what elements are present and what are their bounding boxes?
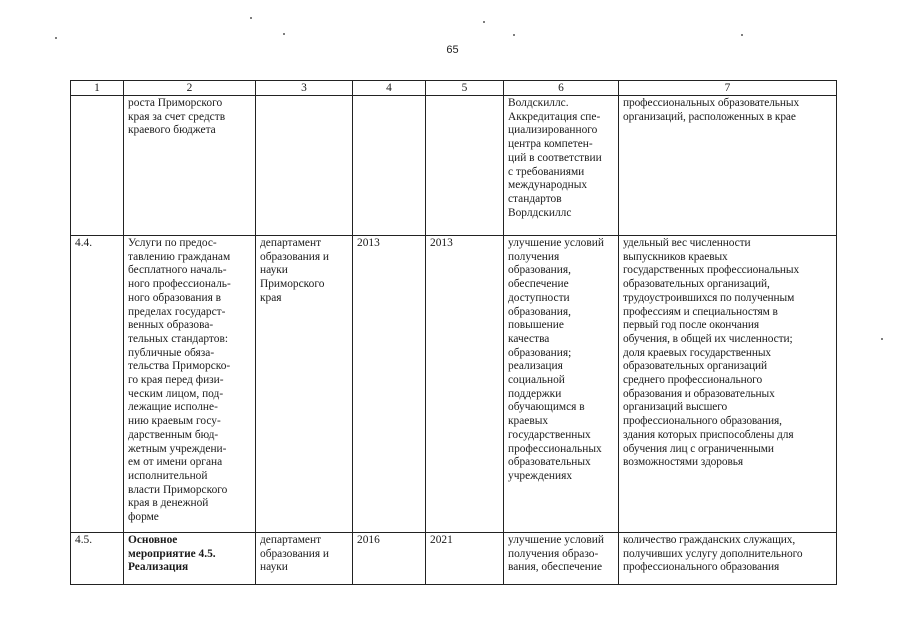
- expected-result-cell-line: циализированного: [508, 124, 598, 137]
- executor-cell-line: департамент: [260, 237, 322, 249]
- measure-name-cell-line: тельных стандартов:: [128, 332, 228, 345]
- expected-result-cell-line: учреждениях: [508, 469, 573, 482]
- indicator-cell-line: обучения лиц с ограниченными: [623, 442, 774, 455]
- measure-name-cell-line: тавлению гражданам: [128, 250, 231, 263]
- expected-result-cell-line: Волдскиллс.: [508, 97, 569, 109]
- table-row: [71, 236, 837, 533]
- end-year-cell: [426, 236, 504, 533]
- end-year-cell: [426, 533, 504, 585]
- measure-name-cell-line: мероприятие 4.5.: [128, 547, 216, 560]
- indicator-cell-line: организаций, расположенных в крае: [623, 110, 796, 123]
- scan-speck: [250, 17, 252, 19]
- column-number: 3: [256, 81, 353, 96]
- column-number: 1: [71, 81, 124, 96]
- column-number: 5: [426, 81, 504, 96]
- expected-result-cell-line: образования;: [508, 346, 572, 359]
- executor-cell-line: образования и: [260, 250, 330, 263]
- indicator-cell-line: среднего профессионального: [623, 374, 763, 387]
- measure-name-cell-line: роста Приморского: [128, 97, 223, 109]
- expected-result-cell-line: социальной: [508, 374, 565, 387]
- expected-result-cell-line: образовательных: [508, 456, 591, 469]
- indicator-cell-line: государственных профессиональных: [623, 264, 800, 277]
- measure-name-cell-line: дарственным бюд-: [128, 428, 219, 441]
- indicator-cell-line: образовательных организаций,: [623, 278, 770, 291]
- executor-cell-line: департамент: [260, 534, 322, 546]
- program-measures-table: [70, 80, 837, 585]
- indicator-cell-line: трудоустроившихся по полученным: [623, 291, 795, 304]
- expected-result-cell-line: Ворлдскиллс: [508, 206, 572, 219]
- expected-result-cell: [504, 533, 619, 585]
- indicator-cell-line: образовательных организаций: [623, 360, 768, 373]
- indicator-cell: [619, 533, 837, 585]
- indicator-cell-line: первый год после окончания: [623, 319, 759, 332]
- measure-name-cell-line: бесплатного началь-: [128, 264, 227, 277]
- expected-result-cell-line: улучшение условий: [508, 237, 604, 249]
- indicator-cell-line: образования и образовательных: [623, 387, 775, 400]
- expected-result-cell-line: обеспечение: [508, 278, 569, 291]
- expected-result-cell-line: доступности: [508, 291, 570, 304]
- executor-cell-line: края: [260, 291, 282, 304]
- measure-name-cell-line: власти Приморского: [128, 483, 228, 496]
- end-year-cell: [426, 96, 504, 236]
- column-number-row: [71, 81, 837, 96]
- indicator-cell-line: возможностями здоровья: [623, 456, 743, 469]
- indicator-cell-line: профессиональных образовательных: [623, 97, 800, 109]
- indicator-cell-line: доля краевых государственных: [623, 346, 771, 359]
- measure-name-cell-line: Реализация: [128, 561, 189, 574]
- expected-result-cell-line: получения: [508, 250, 560, 263]
- column-number: 2: [124, 81, 256, 96]
- indicator-cell: [619, 96, 837, 236]
- indicator-cell-line: количество гражданских служащих,: [623, 534, 796, 546]
- indicator-cell-line: обучения, в общей их численности;: [623, 332, 793, 345]
- start-year-cell-text: 2016: [357, 534, 380, 546]
- expected-result-cell-line: профессиональных: [508, 442, 602, 455]
- expected-result-cell-line: поддержки: [508, 387, 562, 400]
- measure-name-cell-line: го края перед физи-: [128, 374, 224, 387]
- expected-result-cell-line: образования,: [508, 305, 571, 318]
- row-number-cell: [71, 96, 124, 236]
- scan-speck: [513, 34, 515, 36]
- scan-speck: [881, 338, 883, 340]
- end-year-cell-text: 2021: [430, 534, 453, 546]
- expected-result-cell-line: образования,: [508, 264, 571, 277]
- measure-name-cell-line: тельства Приморско-: [128, 360, 231, 373]
- indicator-cell-line: выпускников краевых: [623, 250, 728, 263]
- executor-cell-line: науки: [260, 264, 288, 277]
- measure-name-cell: [124, 533, 256, 585]
- measure-name-cell-line: нию краевым госу-: [128, 415, 221, 428]
- measure-name-cell-line: ческим лицом, под-: [128, 387, 224, 400]
- expected-result-cell-line: вания, обеспечение: [508, 561, 603, 574]
- measure-name-cell-line: края за счет средств: [128, 110, 226, 123]
- row-number-cell: [71, 236, 124, 533]
- indicator-cell-line: профессионального образования,: [623, 415, 782, 428]
- measure-name-cell-line: ного образования в: [128, 291, 222, 304]
- expected-result-cell-line: с требованиями: [508, 165, 585, 178]
- column-number: 4: [353, 81, 426, 96]
- start-year-cell-text: 2013: [357, 237, 380, 249]
- row-number-cell: [71, 533, 124, 585]
- table-row: [71, 533, 837, 585]
- indicator-cell: [619, 236, 837, 533]
- scan-speck: [55, 37, 57, 39]
- row-number-cell-text: 4.4.: [75, 237, 93, 249]
- executor-cell-line: науки: [260, 561, 288, 574]
- expected-result-cell-line: Аккредитация спе-: [508, 110, 601, 123]
- table-row: [71, 96, 837, 236]
- measure-name-cell-line: публичные обяза-: [128, 346, 215, 359]
- expected-result-cell-line: улучшение условий: [508, 534, 604, 546]
- expected-result-cell-line: краевых: [508, 415, 549, 428]
- executor-cell: [256, 533, 353, 585]
- measure-name-cell-line: лежащие исполне-: [128, 401, 218, 414]
- indicator-cell-line: получивших услугу дополнительного: [623, 547, 803, 560]
- executor-cell: [256, 96, 353, 236]
- column-number: 6: [504, 81, 619, 96]
- indicator-cell-line: здания которых приспособлены для: [623, 428, 794, 441]
- row-number-cell-text: 4.5.: [75, 534, 93, 546]
- expected-result-cell: [504, 236, 619, 533]
- measure-name-cell-line: форме: [128, 511, 159, 524]
- expected-result-cell-line: качества: [508, 332, 550, 345]
- expected-result-cell-line: реализация: [508, 360, 563, 373]
- expected-result-cell: [504, 96, 619, 236]
- expected-result-cell-line: обучающимся в: [508, 401, 585, 414]
- measure-name-cell-line: ем от имени органа: [128, 456, 223, 469]
- indicator-cell-line: профессиям и специальностям в: [623, 305, 778, 318]
- indicator-cell-line: организаций высшего: [623, 401, 728, 414]
- indicator-cell-line: профессионального образования: [623, 561, 780, 574]
- executor-cell: [256, 236, 353, 533]
- measure-name-cell-line: исполнительной: [128, 469, 208, 482]
- executor-cell-line: образования и: [260, 547, 330, 560]
- measure-name-cell-line: ного профессиональ-: [128, 278, 231, 291]
- measure-name-cell-line: краевого бюджета: [128, 124, 216, 137]
- measure-name-cell-line: края в денежной: [128, 497, 209, 510]
- measure-name-cell-line: пределах государст-: [128, 305, 226, 318]
- measure-name-cell: [124, 96, 256, 236]
- expected-result-cell-line: международных: [508, 179, 588, 192]
- expected-result-cell-line: государственных: [508, 428, 591, 441]
- start-year-cell: [353, 533, 426, 585]
- column-number: 7: [619, 81, 837, 96]
- expected-result-cell-line: стандартов: [508, 192, 562, 205]
- measure-name-cell: [124, 236, 256, 533]
- expected-result-cell-line: ций в соответствии: [508, 151, 602, 164]
- indicator-cell-line: удельный вес численности: [623, 237, 751, 249]
- measure-name-cell-line: венных образова-: [128, 319, 214, 332]
- executor-cell-line: Приморского: [260, 278, 325, 291]
- measure-name-cell-line: Услуги по предос-: [128, 237, 217, 249]
- scan-speck: [283, 33, 285, 35]
- expected-result-cell-line: центра компетен-: [508, 138, 593, 151]
- scan-speck: [483, 21, 485, 23]
- expected-result-cell-line: получения образо-: [508, 547, 599, 560]
- scan-speck: [741, 34, 743, 36]
- measure-name-cell-line: Основное: [128, 534, 178, 546]
- page-number: 65: [446, 44, 459, 56]
- start-year-cell: [353, 96, 426, 236]
- start-year-cell: [353, 236, 426, 533]
- end-year-cell-text: 2013: [430, 237, 453, 249]
- expected-result-cell-line: повышение: [508, 319, 564, 332]
- measure-name-cell-line: жетным учреждени-: [128, 442, 227, 455]
